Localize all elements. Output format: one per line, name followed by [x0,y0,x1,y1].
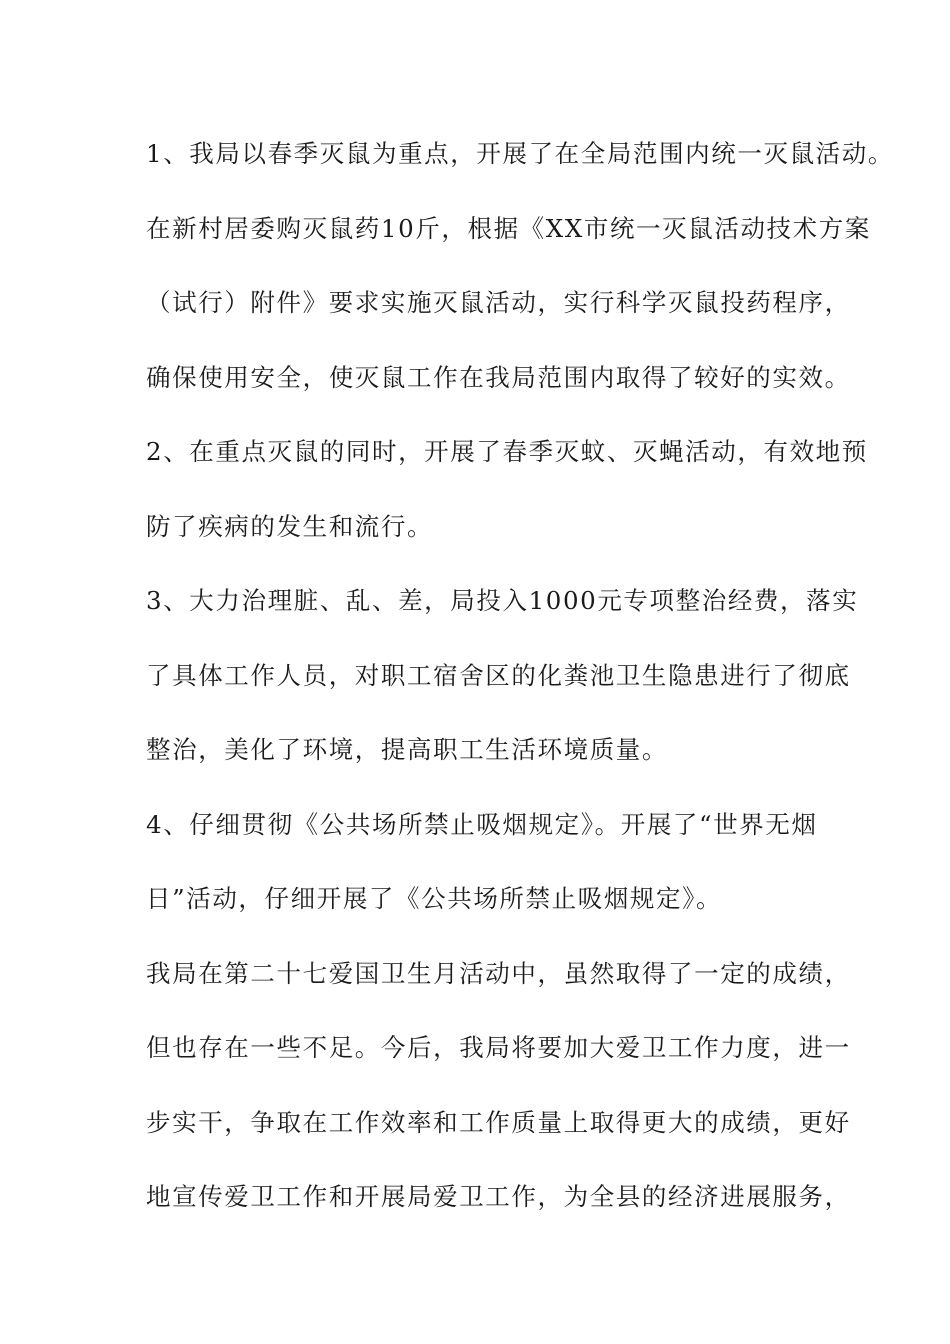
text-line: 地宣传爱卫工作和开展局爱卫工作，为全县的经济进展服务， [146,1182,851,1211]
text-line: 防了疾病的发生和流行。 [146,512,434,541]
text-line: 但也存在一些不足。今后，我局将要加大爱卫工作力度，进一 [146,1033,851,1062]
text-line: 日”活动，仔细开展了《公共场所禁止吸烟规定》。 [146,884,723,913]
text-line: 1、我局以春季灭鼠为重点，开展了在全局范围内统一灭鼠活动。 [146,139,894,168]
text-line: （试行）附件》要求实施灭鼠活动，实行科学灭鼠投药程序， [146,288,851,317]
text-line: 在新村居委购灭鼠药10斤，根据《XX市统一灭鼠活动技术方案 [146,214,871,243]
text-line: 步实干，争取在工作效率和工作质量上取得更大的成绩，更好 [146,1108,851,1137]
text-line: 了具体工作人员，对职工宿舍区的化粪池卫生隐患进行了彻底 [146,661,851,690]
text-line: 确保使用安全，使灭鼠工作在我局范围内取得了较好的实效。 [146,363,851,392]
text-line: 整治，美化了环境，提高职工生活环境质量。 [146,735,668,764]
text-line: 2、在重点灭鼠的同时，开展了春季灭蚊、灭蝇活动，有效地预 [146,437,868,466]
text-line: 3、大力治理脏、乱、差，局投入1000元专项整治经费，落实 [146,586,859,615]
text-line: 4、仔细贯彻《公共场所禁止吸烟规定》。开展了“世界无烟 [146,810,818,839]
text-line: 我局在第二十七爱国卫生月活动中，虽然取得了一定的成绩， [146,959,851,988]
